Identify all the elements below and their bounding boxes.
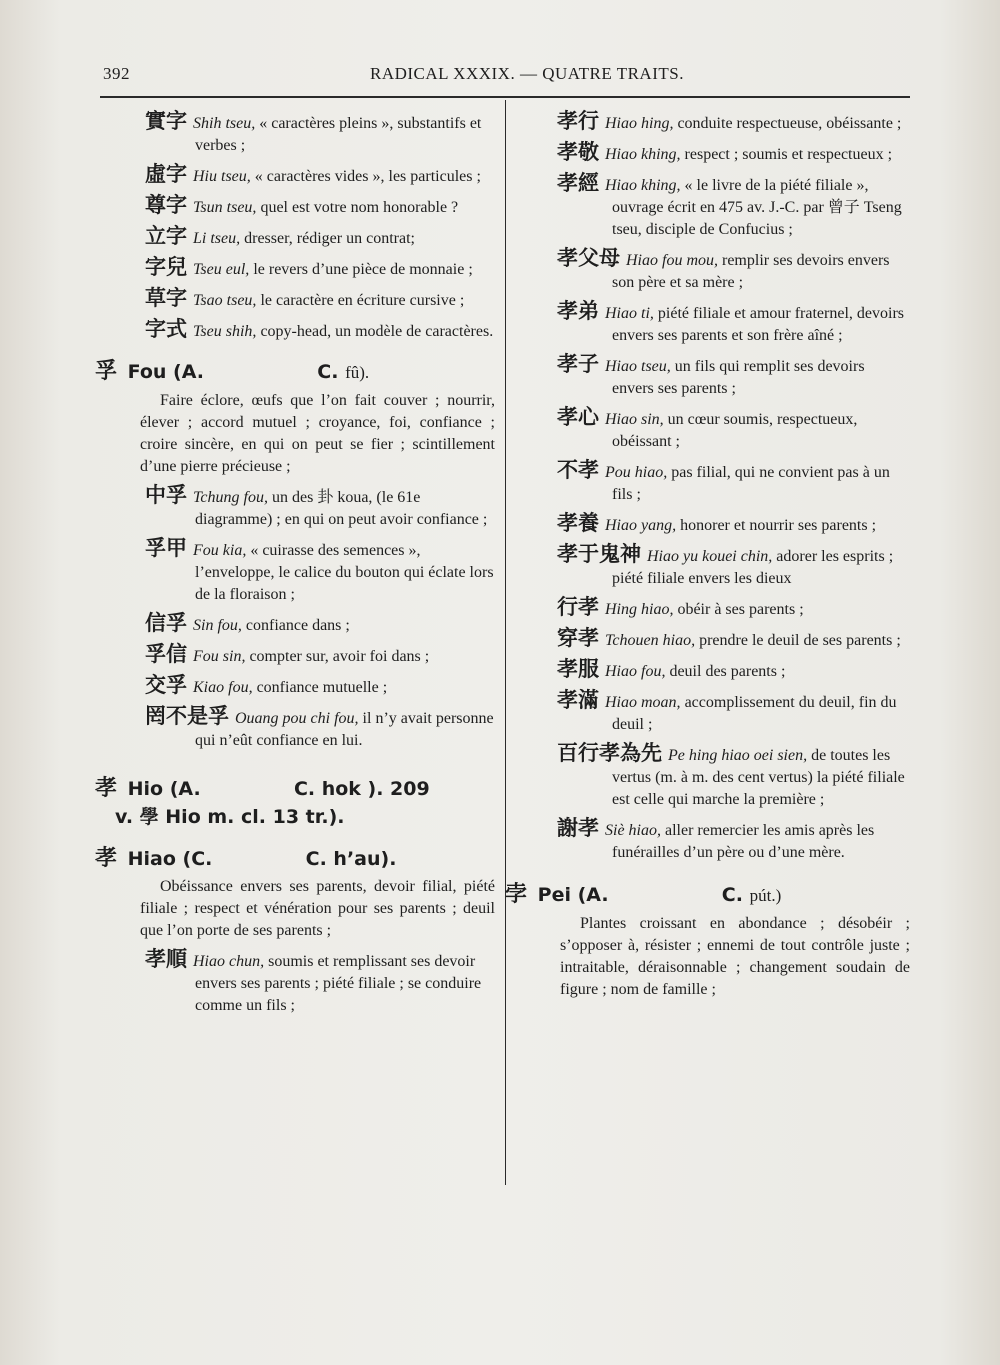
entry-romanization: Hing hiao, — [605, 601, 674, 618]
dictionary-entry — [100, 705, 495, 752]
entry-chinese: 孝順 — [145, 947, 187, 971]
entry-chinese: 百行孝為先 — [557, 741, 662, 765]
entry-chinese: 孝經 — [557, 171, 599, 195]
entry-romanization: Hiao yu kouei chin, — [647, 548, 773, 565]
entry-chinese: 立字 — [145, 224, 187, 248]
dictionary-entry — [100, 256, 495, 281]
dictionary-entry — [100, 163, 495, 188]
entry-definition: remplir ses devoirs envers son père et sa mère ; — [612, 252, 890, 291]
entry-romanization: Hiao hing, — [605, 115, 674, 132]
left-column — [95, 109, 495, 1023]
page-number: 392 — [103, 64, 130, 83]
entry-definition: compter sur, avoir foi dans ; — [245, 648, 430, 665]
entry-definition: le caractère en écriture cursive ; — [256, 292, 465, 309]
header-rule — [100, 96, 910, 98]
entry-chinese: 孝敬 — [557, 140, 599, 164]
entry-definition: dresser, rédiger un contrat; — [240, 230, 415, 247]
entry-definition: un cœur soumis, respectueux, obéissant ; — [612, 411, 858, 450]
head-romanization: Hiao (C. — [127, 848, 213, 870]
entry-chinese: 孝弟 — [557, 299, 599, 323]
entry-definition: « caractères pleins », substantifs et verbes ; — [195, 115, 482, 154]
dictionary-entry — [520, 596, 910, 621]
head-character: 孛 — [505, 882, 528, 907]
entry-romanization: Hiao khing, — [605, 146, 681, 163]
char-heading-hiao — [95, 848, 495, 870]
char-heading-pei — [505, 884, 910, 907]
definition-fou: Faire éclore, œufs que l’on fait couver ; nourrir, élever ; accord mutuel ; croyance, foi, confiance ; croire sincère, en qui on peut se fier ; scintillement d’une pierre précieuse ; — [140, 392, 495, 475]
entry-list-hiao — [520, 110, 910, 864]
dictionary-entry — [520, 141, 910, 166]
entry-definition: obéir à ses parents ; — [673, 601, 804, 618]
entry-definition: de toutes les vertus (m. à m. des cent vertus) la piété filiale est celle qui marche la première ; — [612, 747, 905, 808]
entry-romanization: Fou kia, — [193, 542, 247, 559]
entry-romanization: Siè hiao, — [605, 822, 661, 839]
running-head: RADICAL XXXIX. — QUATRE TRAITS. — [370, 64, 684, 83]
entry-chinese: 孝行 — [557, 109, 599, 133]
entry-romanization: Hiao fou mou, — [626, 252, 718, 269]
entry-hiao-chun — [100, 948, 495, 1017]
entry-romanization: Li tseu, — [193, 230, 241, 247]
entry-definition: il n’y avait personne qui n’eût confiance en lui. — [195, 710, 494, 749]
entry-chinese: 孝于鬼神 — [557, 542, 641, 566]
entry-definition: copy-head, un modèle de caractères. — [256, 323, 494, 340]
dictionary-entry — [520, 742, 910, 811]
entry-romanization: Tsao tseu, — [193, 292, 257, 309]
entry-chinese: 孝子 — [557, 352, 599, 376]
entry-chinese: 穿孝 — [557, 626, 599, 650]
entry-romanization: Pe hing hiao oei sien, — [668, 747, 808, 764]
dictionary-entry — [520, 512, 910, 537]
entry-romanization: Hiao moan, — [605, 694, 681, 711]
entry-romanization: Hiao yang, — [605, 517, 677, 534]
entry-definition: « caractères vides », les particules ; — [250, 168, 481, 185]
entry-chinese: 草字 — [145, 286, 187, 310]
entry-chinese: 實字 — [145, 109, 187, 133]
entry-romanization: Tsun tseu, — [193, 199, 257, 216]
entry-definition: « le livre de la piété filiale », ouvrage écrit en 475 av. J.-C. par 曾子 Tseng tseu, disciple de Confucius ; — [612, 177, 902, 238]
entry-romanization: Tchouen hiao, — [605, 632, 696, 649]
see-also-hio: v. 學 Hio m. cl. 13 tr.). — [115, 806, 345, 828]
entry-definition: deuil des parents ; — [665, 663, 786, 680]
entry-definition: confiance dans ; — [241, 617, 350, 634]
dictionary-entry — [100, 484, 495, 531]
dictionary-entry — [520, 459, 910, 506]
entry-definition: adorer les esprits ; piété filiale envers les dieux — [612, 548, 894, 587]
entry-romanization: Tseu shih, — [193, 323, 257, 340]
entry-romanization: Hiao khing, — [605, 177, 681, 194]
entry-definition: piété filiale et amour fraternel, devoirs envers ses parents et son frère aîné ; — [612, 305, 904, 344]
entry-romanization: Fou sin, — [193, 648, 246, 665]
entry-chinese: 信孚 — [145, 611, 187, 635]
entry-definition: un des 卦 koua, (le 61e diagramme) ; en qui on peut avoir confiance ; — [195, 489, 488, 528]
entry-definition: honorer et nourrir ses parents ; — [676, 517, 877, 534]
entry-romanization: Hiao fou, — [605, 663, 666, 680]
entry-chinese: 不孝 — [557, 458, 599, 482]
cantonese-label: C. — [721, 884, 743, 906]
char-heading-hio — [95, 778, 495, 800]
entry-chinese: 字兒 — [145, 255, 187, 279]
entry-chinese: 謝孝 — [557, 816, 599, 840]
dictionary-entry — [100, 612, 495, 637]
entry-chinese: 孚信 — [145, 642, 187, 666]
dictionary-entry — [100, 537, 495, 606]
column-divider — [505, 100, 506, 1185]
entry-definition: respect ; soumis et respectueux ; — [680, 146, 893, 163]
entry-definition: confiance mutuelle ; — [252, 679, 388, 696]
entry-romanization: Kiao fou, — [193, 679, 253, 696]
char-heading-fou — [95, 361, 495, 384]
entry-romanization: Shih tseu, — [193, 115, 256, 132]
page-header — [100, 58, 910, 88]
entry-chinese: 孝心 — [557, 405, 599, 429]
entry-romanization: Hiao sin, — [605, 411, 664, 428]
entry-definition: un fils qui remplit ses devoirs envers ses parents ; — [612, 358, 865, 397]
entry-chinese: 交孚 — [145, 673, 187, 697]
cantonese-value: fû). — [345, 363, 370, 382]
dictionary-entry — [520, 110, 910, 135]
cantonese-label: C. — [317, 361, 339, 383]
entry-chinese: 字式 — [145, 317, 187, 341]
dictionary-entry — [100, 674, 495, 699]
dictionary-entry — [520, 543, 910, 590]
dictionary-entry — [520, 658, 910, 683]
entry-romanization: Hiu tseu, — [193, 168, 251, 185]
entry-romanization: Tseu eul, — [193, 261, 250, 278]
entry-definition: le revers d’une pièce de monnaie ; — [249, 261, 473, 278]
entry-romanization: Hiao tseu, — [605, 358, 671, 375]
head-character: 孚 — [95, 359, 118, 384]
dictionary-entry — [520, 817, 910, 864]
right-column — [505, 109, 910, 1007]
entry-romanization: Tchung fou, — [193, 489, 268, 506]
dictionary-entry — [520, 627, 910, 652]
entry-chinese: 行孝 — [557, 595, 599, 619]
entry-chinese: 孝滿 — [557, 688, 599, 712]
definition-hiao: Obéissance envers ses parents, devoir filial, piété filiale ; respect et vénération pour ses parents ; deuil que l’on porte de ses parents ; — [140, 878, 495, 939]
dictionary-entry — [100, 287, 495, 312]
dictionary-entry — [100, 318, 495, 343]
entry-romanization: Ouang pou chi fou, — [235, 710, 359, 727]
entry-romanization: Hiao ti, — [605, 305, 654, 322]
entry-definition: « cuirasse des semences », l’enveloppe, le calice du bouton qui éclate lors de la floraison ; — [195, 542, 494, 603]
cantonese-label: C. h’au). — [305, 848, 397, 870]
dictionary-entry — [100, 225, 495, 250]
entry-definition: prendre le deuil de ses parents ; — [695, 632, 901, 649]
entry-romanization: Pou hiao, — [605, 464, 668, 481]
entry-definition: aller remercier les amis après les funérailles d’un père ou d’une mère. — [612, 822, 875, 861]
entry-list-fou — [100, 484, 495, 752]
entry-chinese: 孝服 — [557, 657, 599, 681]
dictionary-entry — [100, 643, 495, 668]
entry-chinese: 罔不是孚 — [145, 704, 229, 728]
entry-definition: quel est votre nom honorable ? — [256, 199, 459, 216]
entry-chinese: 孝父母 — [557, 246, 620, 270]
entry-definition: pas filial, qui ne convient pas à un fils ; — [612, 464, 890, 503]
head-romanization: Hio (A. — [127, 778, 201, 800]
head-romanization: Fou (A. — [127, 361, 205, 383]
cantonese-label: C. hok ). 209 — [293, 778, 430, 800]
entry-chinese: 虛字 — [145, 162, 187, 186]
dictionary-entry — [520, 247, 910, 294]
entry-definition: accomplissement du deuil, fin du deuil ; — [612, 694, 897, 733]
dictionary-entry — [100, 110, 495, 157]
entry-definition: conduite respectueuse, obéissante ; — [673, 115, 902, 132]
head-character: 孝 — [95, 776, 118, 801]
entry-romanization: Hiao chun, — [193, 953, 265, 970]
definition-pei: Plantes croissant en abondance ; désobéir ; s’opposer à, résister ; ennemi de tout contrôle juste ; intraitable, déraisonnable ; changement soudain de figure ; nom de famille ; — [560, 915, 910, 998]
dictionary-entry — [520, 406, 910, 453]
dictionary-entry — [520, 353, 910, 400]
entry-romanization: Sin fou, — [193, 617, 242, 634]
entry-chinese: 尊字 — [145, 193, 187, 217]
dictionary-entry — [520, 172, 910, 241]
head-romanization: Pei (A. — [537, 884, 609, 906]
dictionary-entry — [100, 194, 495, 219]
entry-chinese: 中孚 — [145, 483, 187, 507]
entry-definition: soumis et remplissant ses devoir envers ses parents ; piété filiale ; se conduire comme un fils ; — [195, 953, 482, 1014]
entry-list-tseu — [100, 110, 495, 343]
cantonese-value: pút.) — [749, 886, 782, 905]
entry-chinese: 孚甲 — [145, 536, 187, 560]
entry-chinese: 孝養 — [557, 511, 599, 535]
head-character: 孝 — [95, 846, 118, 871]
dictionary-entry — [520, 689, 910, 736]
dictionary-entry — [520, 300, 910, 347]
